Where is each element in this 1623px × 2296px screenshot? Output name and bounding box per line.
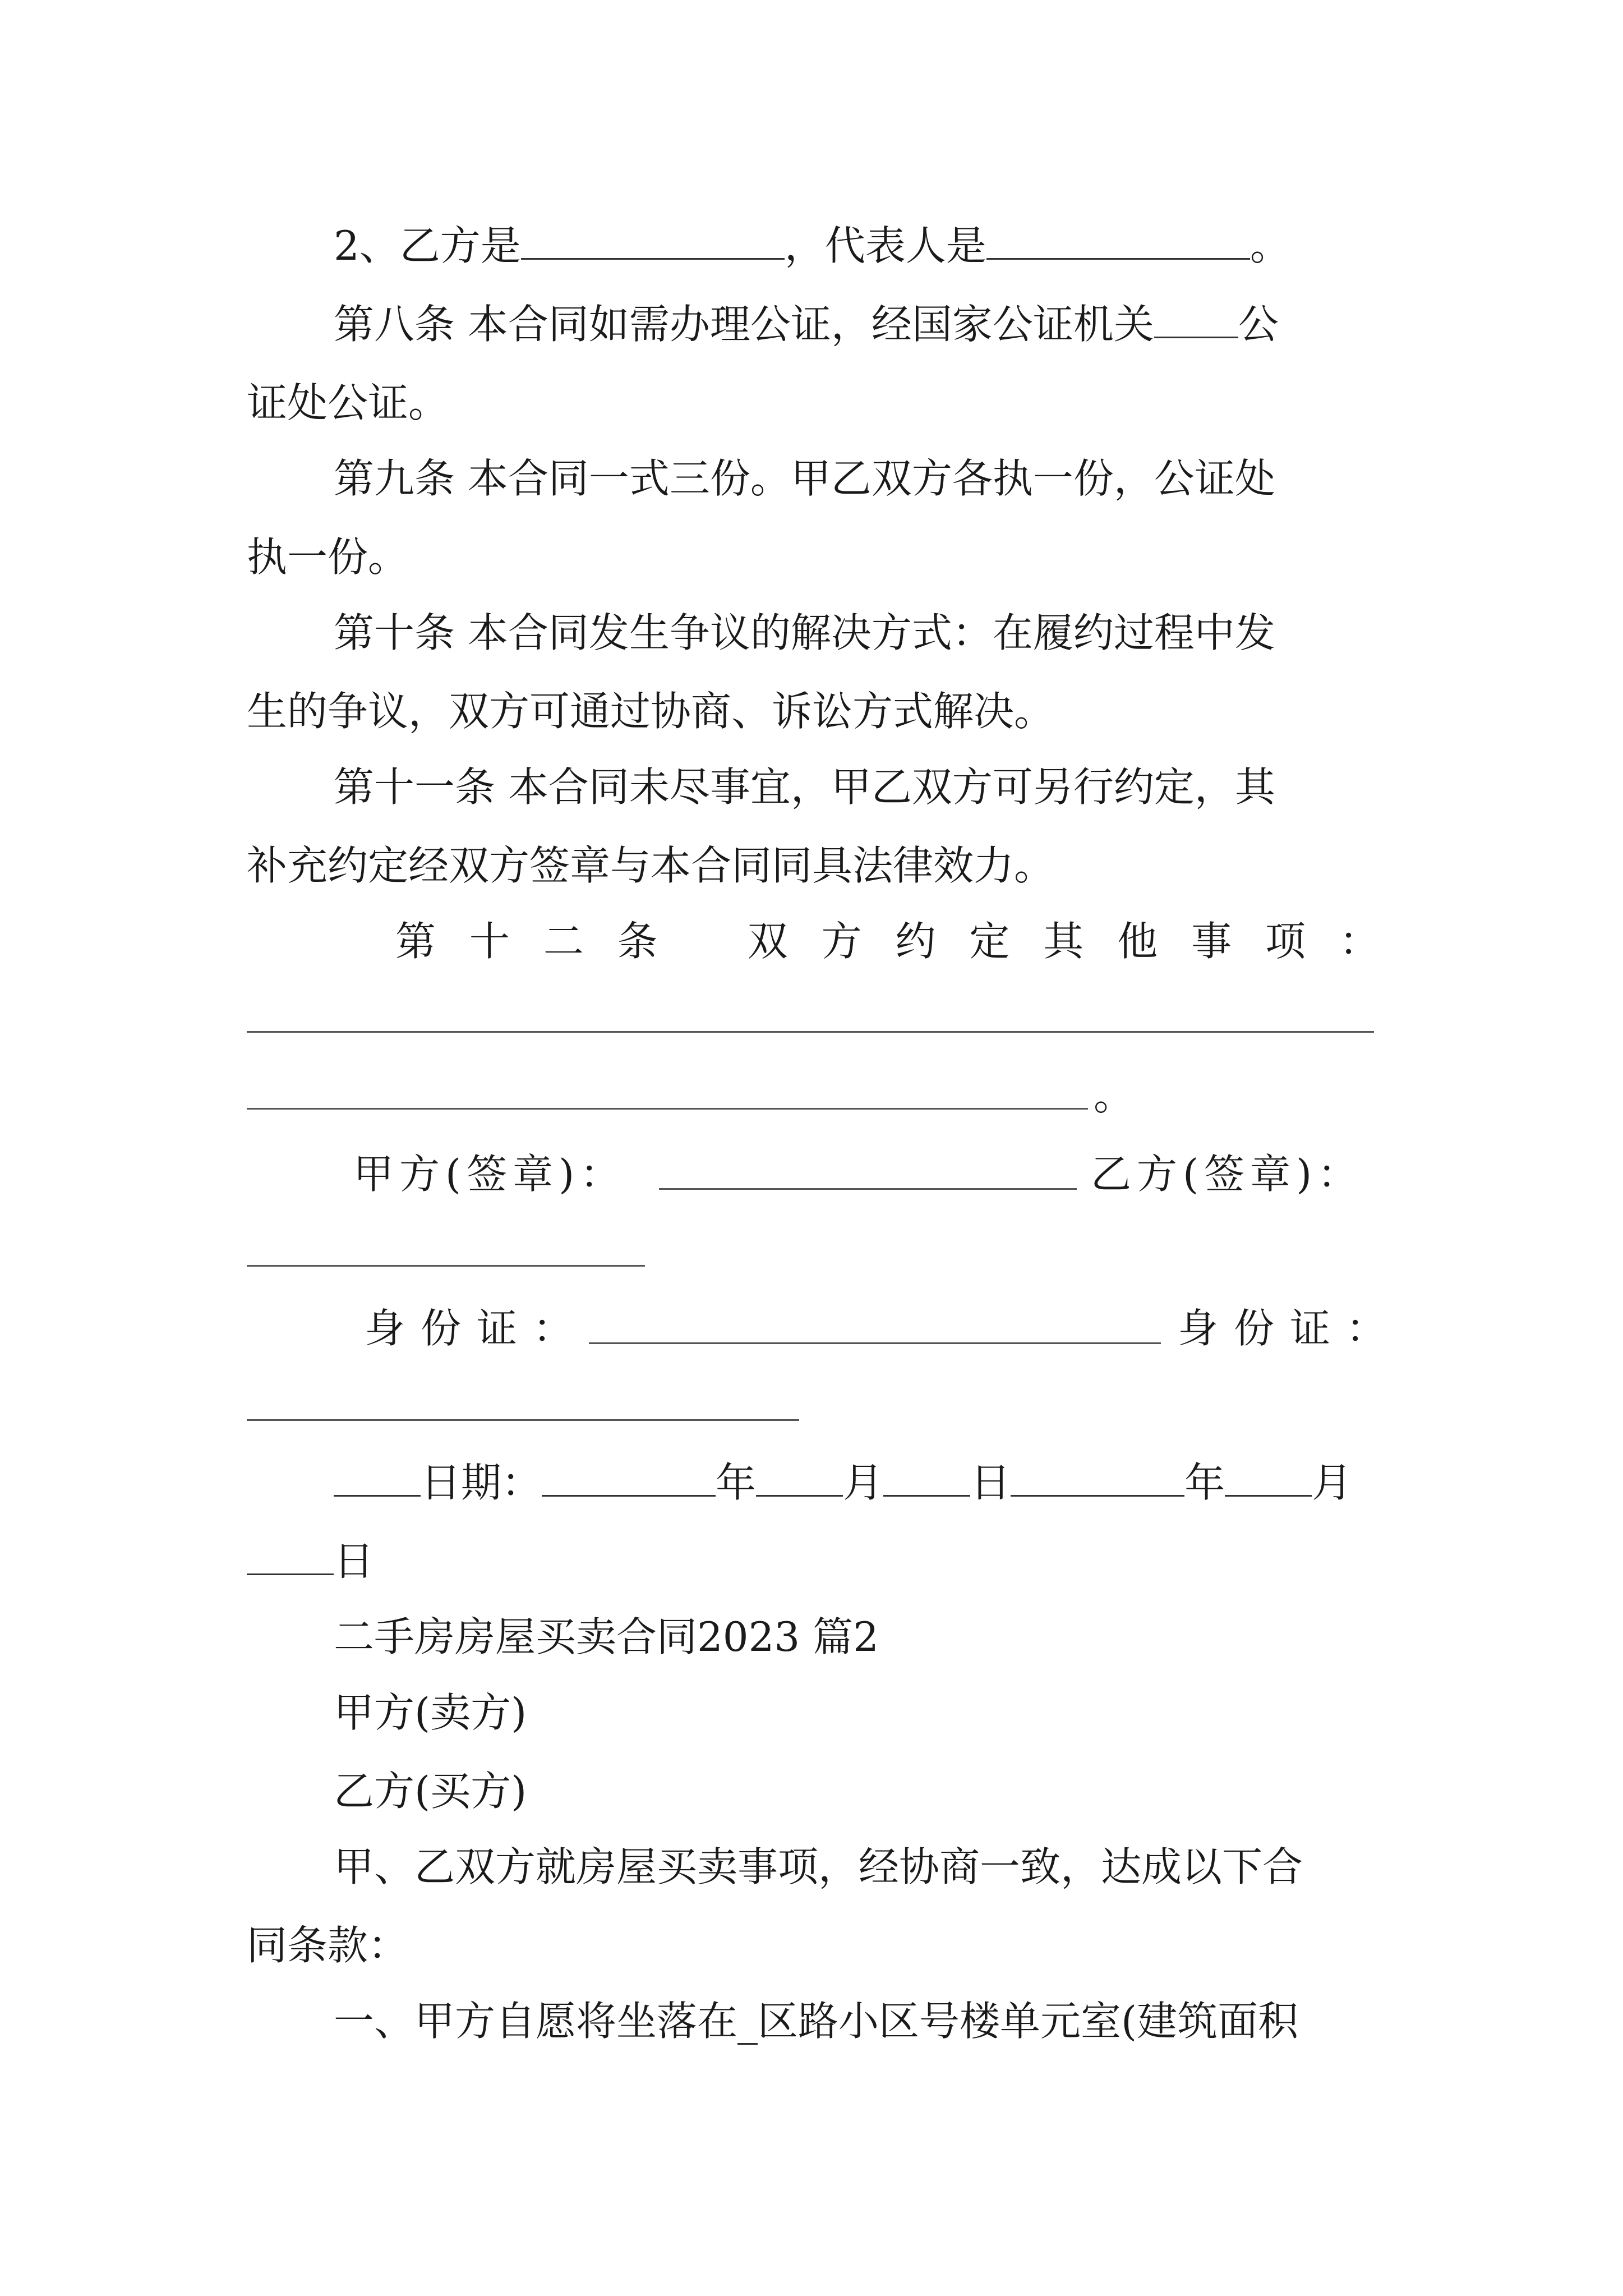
party-a-id-label: 身份证： (365, 1305, 589, 1352)
a12-char: 定 (969, 918, 1010, 965)
other-matters-period: 。 (1094, 1072, 1135, 1119)
date-line (334, 1456, 1352, 1510)
article-8-line-1 (334, 297, 1279, 351)
party-b-buyer: 乙方(买方) (334, 1768, 527, 1815)
date-label: 日期： (421, 1459, 542, 1506)
blank-other-matters-2[interactable] (247, 1108, 1088, 1110)
a12-char: 事 (1191, 918, 1232, 965)
blank-month-a[interactable] (756, 1460, 843, 1497)
clause-7-2-text-c: 。 (1249, 222, 1290, 269)
article-10-line-2: 生的争议，双方可通过协商、诉讼方式解决。 (247, 688, 1055, 735)
a12-char: 条 (617, 918, 658, 965)
blank-party-b-id[interactable] (247, 1419, 799, 1421)
contract-2-intro-line-1: 甲、乙双方就房屋买卖事项，经协商一致，达成以下合 (334, 1843, 1303, 1890)
month-label-a: 月 (843, 1459, 884, 1506)
date-line-2 (247, 1534, 374, 1588)
clause-7-2-text-b: ，代表人是 (784, 222, 986, 269)
article-8-line-2: 证处公证。 (247, 379, 449, 426)
blank-party-a-id[interactable] (589, 1342, 1161, 1344)
blank-notary-office[interactable] (1154, 302, 1238, 338)
blank-day-a[interactable] (883, 1460, 970, 1497)
a12-char: 双 (747, 918, 788, 965)
blank-year-b[interactable] (1011, 1460, 1184, 1497)
a12-char: 其 (1043, 918, 1084, 965)
article-11-line-1: 第十一条 本合同未尽事宜，甲乙双方可另行约定，其 (334, 763, 1275, 811)
a12-char: ： (1339, 918, 1380, 965)
a12-char: 他 (1117, 918, 1158, 965)
month-label-b: 月 (1312, 1459, 1353, 1506)
a12-char: 项 (1265, 918, 1306, 965)
article-8-text-a: 第八条 本合同如需办理公证，经国家公证机关 (334, 301, 1154, 348)
blank-party-a-signature[interactable] (659, 1188, 1077, 1190)
year-label-a: 年 (716, 1459, 757, 1506)
blank-year-a[interactable] (542, 1460, 716, 1497)
a12-char: 十 (469, 918, 510, 965)
article-11-line-2: 补充约定经双方签章与本合同同具法律效力。 (247, 842, 1055, 889)
blank-party-b-name[interactable] (521, 223, 785, 260)
a12-char: 二 (543, 918, 584, 965)
year-label-b: 年 (1184, 1459, 1225, 1506)
article-9-line-1: 第九条 本合同一式三份。甲乙双方各执一份，公证处 (334, 455, 1275, 502)
party-a-seller: 甲方(卖方) (334, 1689, 527, 1736)
article-8-text-b: 公 (1238, 301, 1279, 348)
blank-day-b[interactable] (247, 1539, 334, 1575)
clause-7-2-text-a: 2、乙方是 (334, 222, 521, 269)
clause-7-2 (334, 219, 1290, 273)
party-b-signature-label: 乙方(签章)： (1091, 1151, 1364, 1198)
blank-representative[interactable] (986, 223, 1250, 260)
party-a-signature-label: 甲方(签章)： (353, 1151, 626, 1198)
blank-party-b-signature[interactable] (247, 1265, 645, 1267)
contract-2-title: 二手房房屋买卖合同2023 篇2 (334, 1613, 879, 1660)
blank-date-prefix[interactable] (334, 1460, 421, 1497)
article-12-line (395, 914, 1380, 968)
blank-month-b[interactable] (1225, 1460, 1312, 1497)
contract-2-intro-line-2: 同条款： (247, 1922, 409, 1969)
blank-other-matters-1[interactable] (247, 1031, 1374, 1033)
day-label-b: 日 (334, 1538, 375, 1585)
article-10-line-1: 第十条 本合同发生争议的解决方式：在履约过程中发 (334, 609, 1275, 656)
day-label-a: 日 (970, 1459, 1011, 1506)
article-9-line-2: 执一份。 (247, 533, 409, 581)
party-b-id-label: 身份证： (1178, 1305, 1403, 1352)
a12-char: 方 (821, 918, 862, 965)
a12-char: 约 (895, 918, 936, 965)
contract-2-clause-1: 一、甲方自愿将坐落在_区路小区号楼单元室(建筑面积 (334, 1998, 1299, 2045)
a12-char: 第 (395, 918, 436, 965)
